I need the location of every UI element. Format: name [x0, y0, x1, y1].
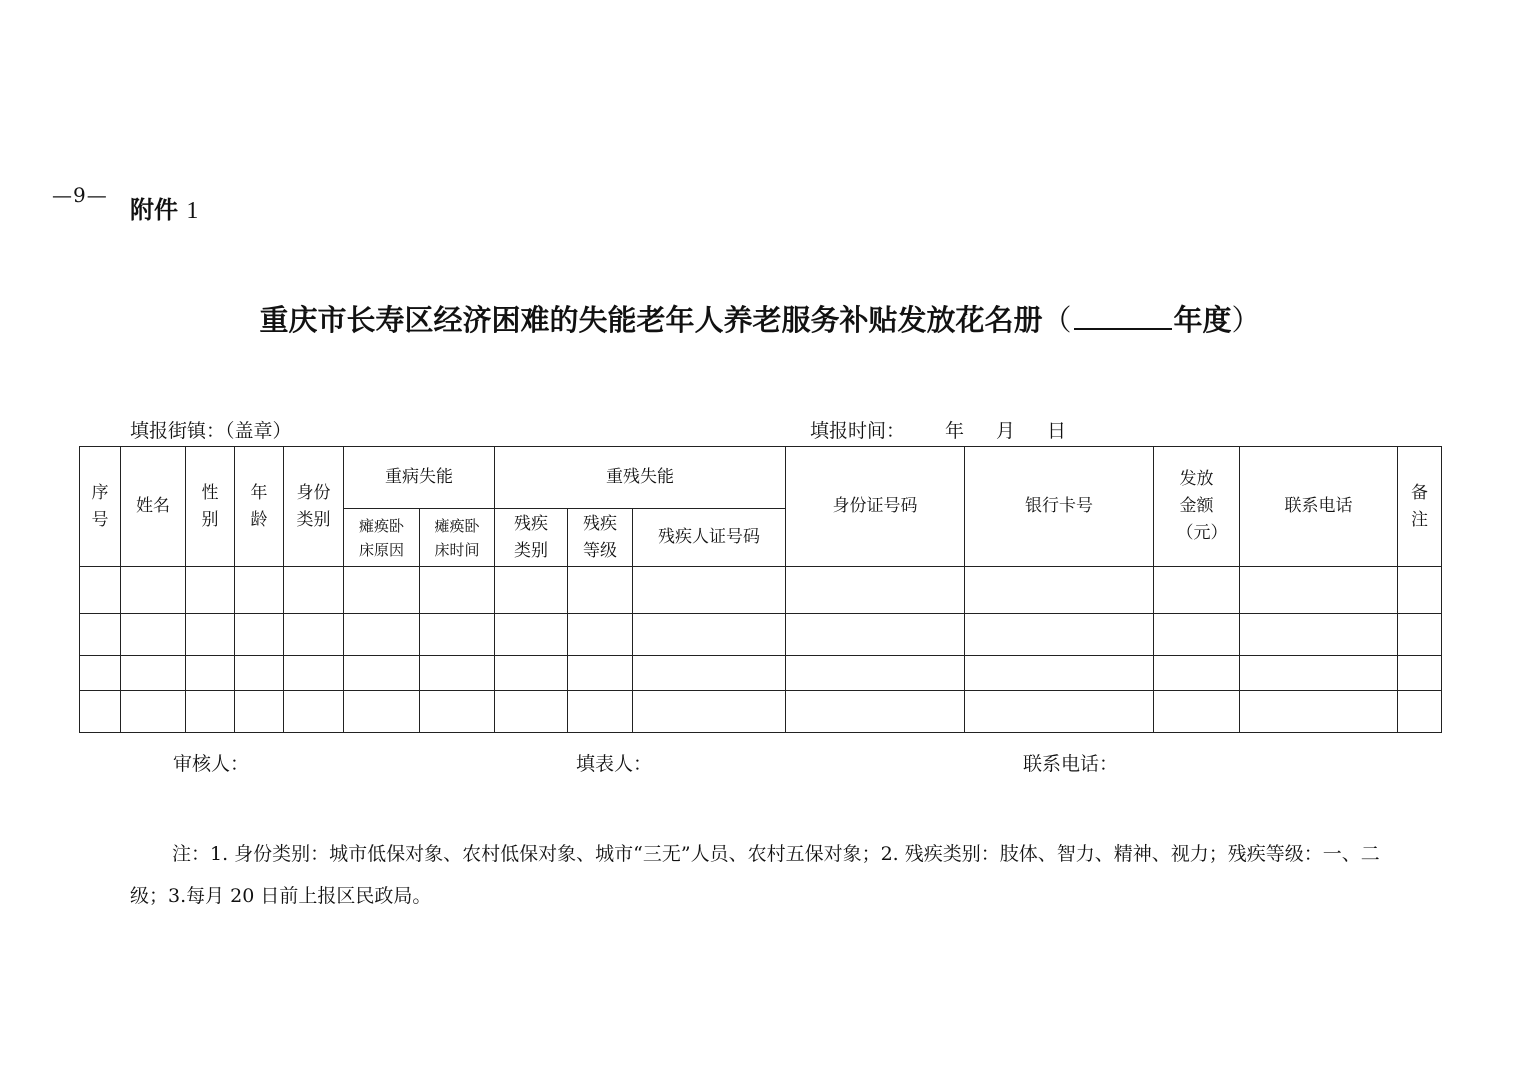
day-label: 日: [1047, 420, 1067, 442]
table-cell[interactable]: [344, 656, 420, 691]
report-date-field: [810, 416, 1066, 443]
header-bedridden-time-text: 瘫痪卧床时间: [434, 516, 480, 559]
table-cell[interactable]: [420, 691, 495, 733]
header-gender: [186, 447, 235, 567]
table-cell[interactable]: [1154, 656, 1240, 691]
table-cell[interactable]: [121, 614, 186, 656]
header-seq-text: 序号: [91, 482, 109, 530]
header-age-text: 年龄: [250, 482, 268, 530]
table-cell[interactable]: [284, 567, 344, 614]
year-label: 年: [945, 420, 965, 442]
header-disability-level-text: 残疾等级: [583, 513, 617, 561]
table-row: [80, 656, 1442, 691]
title-open-paren: （: [1042, 303, 1072, 337]
year-blank: [1074, 304, 1172, 330]
table-row: [80, 567, 1442, 614]
annex-number: 1: [186, 198, 199, 224]
table-cell[interactable]: [344, 614, 420, 656]
note-text: 注：1. 身份类别：城市低保对象、农村低保对象、城市“三无”人员、农村五保对象；2. 残疾类别：肢体、智力、精神、视力；残疾等级：一、二级；3.每月 20 日前上报区民政局。: [130, 843, 1380, 907]
header-identity-type-text: 身份类别: [296, 482, 331, 530]
table-cell[interactable]: [235, 614, 284, 656]
header-age: [235, 447, 284, 567]
table-cell[interactable]: [633, 691, 786, 733]
table-cell[interactable]: [1154, 567, 1240, 614]
table-cell[interactable]: [786, 691, 965, 733]
table-cell[interactable]: [1240, 614, 1398, 656]
table-cell[interactable]: [420, 567, 495, 614]
table-cell[interactable]: [1154, 614, 1240, 656]
table-row: [80, 614, 1442, 656]
annex-label: [130, 190, 198, 225]
header-phone: 联系电话: [1240, 447, 1398, 567]
header-id-number: 身份证号码: [786, 447, 965, 567]
table-cell[interactable]: [568, 656, 633, 691]
table-cell[interactable]: [495, 614, 568, 656]
table-cell[interactable]: [786, 656, 965, 691]
table-cell[interactable]: [284, 614, 344, 656]
table-cell[interactable]: [284, 691, 344, 733]
table-cell[interactable]: [344, 567, 420, 614]
header-seq: [80, 447, 121, 567]
header-bedridden-reason: [344, 509, 420, 567]
table-cell[interactable]: [965, 691, 1154, 733]
table-cell[interactable]: [633, 614, 786, 656]
header-amount-text: 发放金额（元）: [1176, 469, 1228, 543]
table-cell[interactable]: [965, 567, 1154, 614]
table-cell[interactable]: [420, 656, 495, 691]
street-field-label: 填报街镇：（盖章）: [130, 420, 292, 442]
annex-text: 附件: [130, 195, 178, 224]
table-cell[interactable]: [1240, 656, 1398, 691]
table-cell[interactable]: [420, 614, 495, 656]
table-cell[interactable]: [121, 656, 186, 691]
table-cell[interactable]: [786, 614, 965, 656]
document-title: [0, 298, 1520, 339]
header-remarks: [1398, 447, 1442, 567]
contact-phone-label: 联系电话：: [1023, 753, 1119, 775]
table-cell[interactable]: [1240, 567, 1398, 614]
table-cell[interactable]: [1398, 656, 1442, 691]
table-cell[interactable]: [965, 614, 1154, 656]
table-cell[interactable]: [633, 567, 786, 614]
table-cell[interactable]: [568, 691, 633, 733]
page-number-mark: —9—: [52, 183, 108, 207]
table-cell[interactable]: [786, 567, 965, 614]
table-cell[interactable]: [1240, 691, 1398, 733]
header-disability-group: 重残失能: [495, 447, 786, 509]
report-date-label: 填报时间：: [810, 420, 906, 442]
table-cell[interactable]: [80, 614, 121, 656]
table-cell[interactable]: [80, 656, 121, 691]
table-cell[interactable]: [186, 614, 235, 656]
header-identity-type: [284, 447, 344, 567]
table-cell[interactable]: [1154, 691, 1240, 733]
table-cell[interactable]: [80, 691, 121, 733]
table-cell[interactable]: [965, 656, 1154, 691]
table-cell[interactable]: [633, 656, 786, 691]
table-cell[interactable]: [121, 691, 186, 733]
table-cell[interactable]: [235, 691, 284, 733]
header-disability-cert: 残疾人证号码: [633, 509, 786, 567]
header-bedridden-time: [420, 509, 495, 567]
title-suffix: 年度: [1173, 303, 1232, 337]
header-disability-level: [568, 509, 633, 567]
table-cell[interactable]: [186, 656, 235, 691]
table-cell[interactable]: [495, 691, 568, 733]
table-cell[interactable]: [1398, 691, 1442, 733]
header-remarks-text: 备注: [1411, 482, 1428, 530]
roster-body: [80, 567, 1442, 733]
title-close-paren: ）: [1231, 303, 1261, 337]
table-cell[interactable]: [568, 567, 633, 614]
title-main: 重庆市长寿区经济困难的失能老年人养老服务补贴发放花名册: [259, 303, 1043, 337]
table-cell[interactable]: [186, 691, 235, 733]
table-cell[interactable]: [235, 567, 284, 614]
header-bedridden-reason-text: 瘫痪卧床原因: [358, 516, 404, 559]
table-cell[interactable]: [568, 614, 633, 656]
header-gender-text: 性别: [201, 482, 219, 530]
table-row: [80, 691, 1442, 733]
table-cell[interactable]: [284, 656, 344, 691]
table-cell[interactable]: [1398, 567, 1442, 614]
filler-label: 填表人：: [576, 753, 653, 775]
roster-table: [79, 446, 1442, 733]
header-name: 姓名: [121, 447, 186, 567]
header-illness-group: 重病失能: [344, 447, 495, 509]
table-cell[interactable]: [495, 567, 568, 614]
table-cell[interactable]: [1398, 614, 1442, 656]
month-label: 月: [996, 420, 1016, 442]
table-cell[interactable]: [235, 656, 284, 691]
header-disability-type-text: 残疾类别: [514, 513, 548, 561]
header-bank-card: 银行卡号: [965, 447, 1154, 567]
header-amount: [1154, 447, 1240, 567]
table-cell[interactable]: [80, 567, 121, 614]
table-cell[interactable]: [186, 567, 235, 614]
header-disability-type: [495, 509, 568, 567]
table-cell[interactable]: [495, 656, 568, 691]
reviewer-label: 审核人：: [173, 753, 250, 775]
table-cell[interactable]: [344, 691, 420, 733]
table-cell[interactable]: [121, 567, 186, 614]
